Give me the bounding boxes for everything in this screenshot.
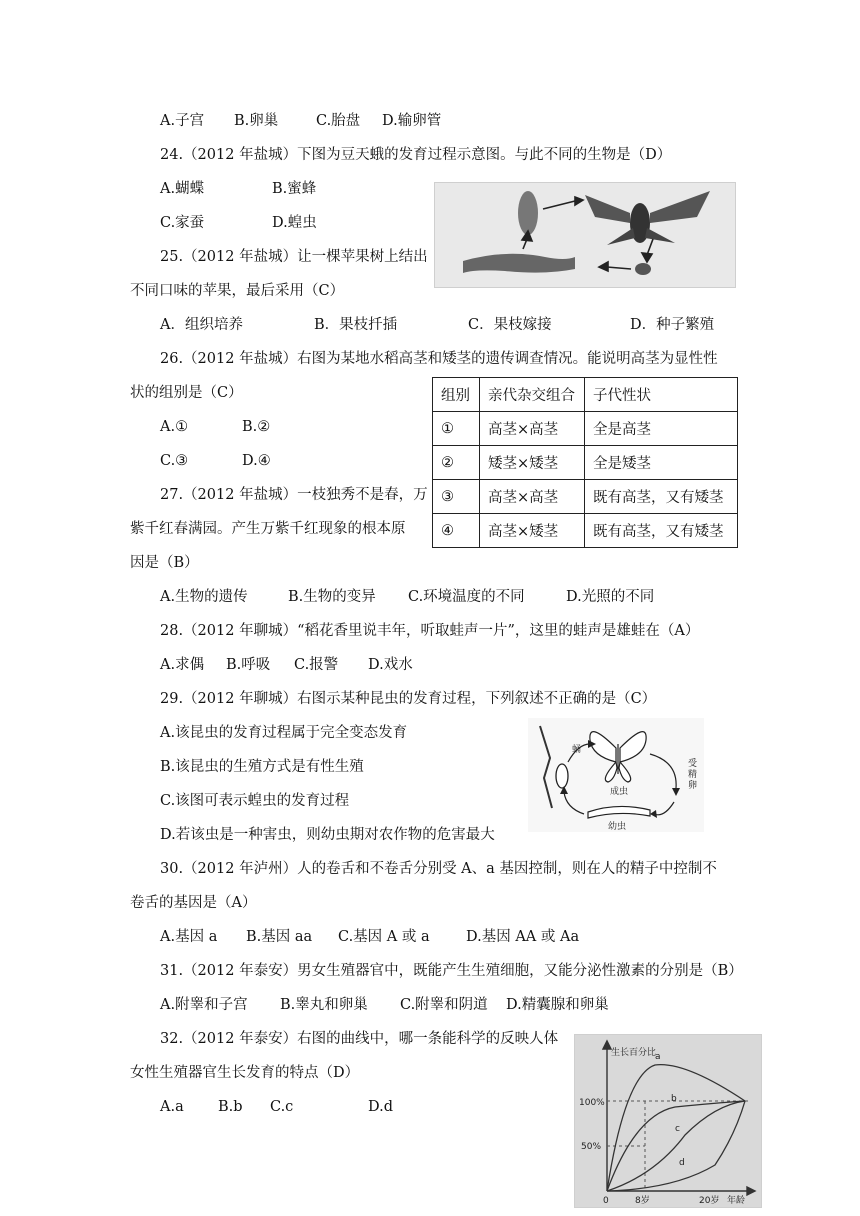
table-row — [433, 514, 738, 548]
q29-option-c: C.该图可表示蝗虫的发育过程 — [160, 793, 350, 809]
y-100-label: 100% — [579, 1098, 605, 1108]
table-header: 亲代杂交组合 — [480, 378, 585, 412]
option: D.蝗虫 — [272, 215, 317, 231]
option: C．果枝嫁接 — [468, 317, 552, 333]
table-row — [433, 412, 738, 446]
q26-stem-line1: 26.（2012 年盐城）右图为某地水稻高茎和矮茎的遗传调查情况。能说明高茎为显性性 — [160, 351, 718, 367]
insect-cycle-figure — [528, 718, 704, 832]
q32-options — [160, 1097, 393, 1117]
q28-options — [160, 655, 413, 675]
option: B.卵巢 — [234, 113, 279, 129]
option: C.c — [270, 1099, 294, 1115]
q29-option-b: B.该昆虫的生殖方式是有性生殖 — [160, 759, 364, 775]
q30-options — [160, 927, 579, 947]
table-cell: 高茎×高茎 — [480, 412, 585, 446]
table-cell: 全是矮茎 — [585, 446, 738, 480]
option: B.呼吸 — [226, 657, 271, 673]
larva-label: 幼虫 — [608, 822, 627, 832]
adult-label: 成虫 — [610, 787, 629, 797]
q27-stem-line1: 27.（2012 年盐城）一枝独秀不是春，万 — [160, 487, 428, 503]
q29-stem: 29.（2012 年聊城）右图示某种昆虫的发育过程，下列叙述不正确的是（C） — [160, 691, 657, 707]
table-cell: ④ — [433, 514, 480, 548]
option: C.胎盘 — [316, 113, 361, 129]
y-50-label: 50% — [581, 1142, 602, 1152]
option: D.d — [368, 1099, 393, 1115]
option: A.求偶 — [160, 657, 205, 673]
table-header: 子代性状 — [585, 378, 738, 412]
q24-options-row1 — [160, 179, 316, 199]
option: C.报警 — [294, 657, 339, 673]
table-cell: ① — [433, 412, 480, 446]
q29-option-d: D.若该虫是一种害虫，则幼虫期对农作物的危害最大 — [160, 827, 495, 843]
table-cell: 矮茎×矮茎 — [480, 446, 585, 480]
option: B.蜜蜂 — [272, 181, 317, 197]
curve-d-label: d — [679, 1158, 685, 1168]
option: A．组织培养 — [160, 317, 243, 333]
option: A.生物的遗传 — [160, 589, 248, 605]
q26-options-row1 — [160, 417, 270, 437]
table-cell: 高茎×矮茎 — [480, 514, 585, 548]
option: C.基因 A 或 a — [338, 929, 430, 945]
option: C.附睾和阴道 — [400, 997, 488, 1013]
q25-stem-line2: 不同口味的苹果，最后采用（C） — [130, 283, 345, 299]
q23-options — [160, 111, 441, 131]
option: D.精囊腺和卵巢 — [506, 997, 609, 1013]
option: D.戏水 — [368, 657, 413, 673]
q31-stem: 31.（2012 年泰安）男女生殖器官中，既能产生生殖细胞，又能分泌性激素的分别是（B） — [160, 963, 743, 979]
table-header: 组别 — [433, 378, 480, 412]
q25-options — [160, 315, 714, 335]
table-cell: ② — [433, 446, 480, 480]
q32-stem-line1: 32.（2012 年泰安）右图的曲线中，哪一条能科学的反映人体 — [160, 1031, 559, 1047]
option: B.② — [242, 419, 271, 435]
q25-stem-line1: 25.（2012 年盐城）让一棵苹果树上结出 — [160, 249, 428, 265]
table-row — [433, 446, 738, 480]
option: D.基因 AA 或 Aa — [466, 929, 580, 945]
table-cell: 高茎×高茎 — [480, 480, 585, 514]
option: D．种子繁殖 — [630, 317, 715, 333]
x-axis-label: 年龄 — [727, 1196, 746, 1206]
origin-label: 0 — [603, 1196, 609, 1206]
x-8-label: 8岁 — [635, 1196, 650, 1206]
y-axis-label: 生长百分比 — [611, 1048, 657, 1058]
option: A.① — [160, 419, 189, 435]
option: A.基因 a — [160, 929, 218, 945]
table-header-row — [433, 378, 738, 412]
genetics-table — [432, 377, 738, 548]
table-row — [433, 480, 738, 514]
option: D.输卵管 — [382, 113, 442, 129]
table-cell: ③ — [433, 480, 480, 514]
q27-stem-line2: 紫千红春满园。产生万紫千红现象的根本原 — [130, 521, 406, 537]
option: B.生物的变异 — [288, 589, 376, 605]
q27-stem-line3: 因是（B） — [130, 555, 199, 571]
q32-stem-line2: 女性生殖器官生长发育的特点（D） — [130, 1065, 360, 1081]
egg-label: 受精卵 — [688, 759, 698, 791]
q24-options-row2 — [160, 213, 317, 233]
growth-curve-figure — [574, 1034, 762, 1208]
q26-options-row2 — [160, 451, 271, 471]
option: A.子宫 — [160, 113, 205, 129]
option: A.a — [160, 1099, 184, 1115]
x-20-label: 20岁 — [699, 1196, 720, 1206]
egg-icon — [635, 263, 651, 275]
q24-stem: 24.（2012 年盐城）下图为豆天蛾的发育过程示意图。与此不同的生物是（D） — [160, 147, 672, 163]
q26-stem-line2: 状的组别是（C） — [130, 385, 243, 401]
pupa-icon — [518, 191, 538, 235]
option: B.睾丸和卵巢 — [280, 997, 368, 1013]
moth-life-cycle-figure — [434, 182, 736, 288]
option: A.蝴蝶 — [160, 181, 205, 197]
q29-option-a: A.该昆虫的发育过程属于完全变态发育 — [160, 725, 408, 741]
option: C.家蚕 — [160, 215, 205, 231]
option: D.光照的不同 — [566, 589, 655, 605]
option: C.环境温度的不同 — [408, 589, 525, 605]
q30-stem-line2: 卷舌的基因是（A） — [130, 895, 257, 911]
q27-options — [160, 587, 654, 607]
curve-a-label: a — [655, 1052, 661, 1062]
option: B．果枝扦插 — [314, 317, 398, 333]
pupa-label: 蛹 — [572, 745, 582, 755]
table-cell: 既有高茎，又有矮茎 — [585, 480, 738, 514]
table-cell: 既有高茎，又有矮茎 — [585, 514, 738, 548]
curve-c-label: c — [675, 1124, 680, 1134]
option: B.基因 aa — [246, 929, 313, 945]
option: D.④ — [242, 453, 271, 469]
q31-options — [160, 995, 609, 1015]
option: A.附睾和子宫 — [160, 997, 248, 1013]
option: C.③ — [160, 453, 189, 469]
q30-stem-line1: 30.（2012 年泸州）人的卷舌和不卷舌分别受 A、a 基因控制，则在人的精子中控制不 — [160, 861, 717, 877]
table-cell: 全是高茎 — [585, 412, 738, 446]
q28-stem: 28.（2012 年聊城）“稻花香里说丰年，听取蛙声一片”，这里的蛙声是雄蛙在（A） — [160, 623, 700, 639]
curve-b-label: b — [671, 1094, 677, 1104]
pupa-icon — [556, 764, 568, 788]
option: B.b — [218, 1099, 243, 1115]
